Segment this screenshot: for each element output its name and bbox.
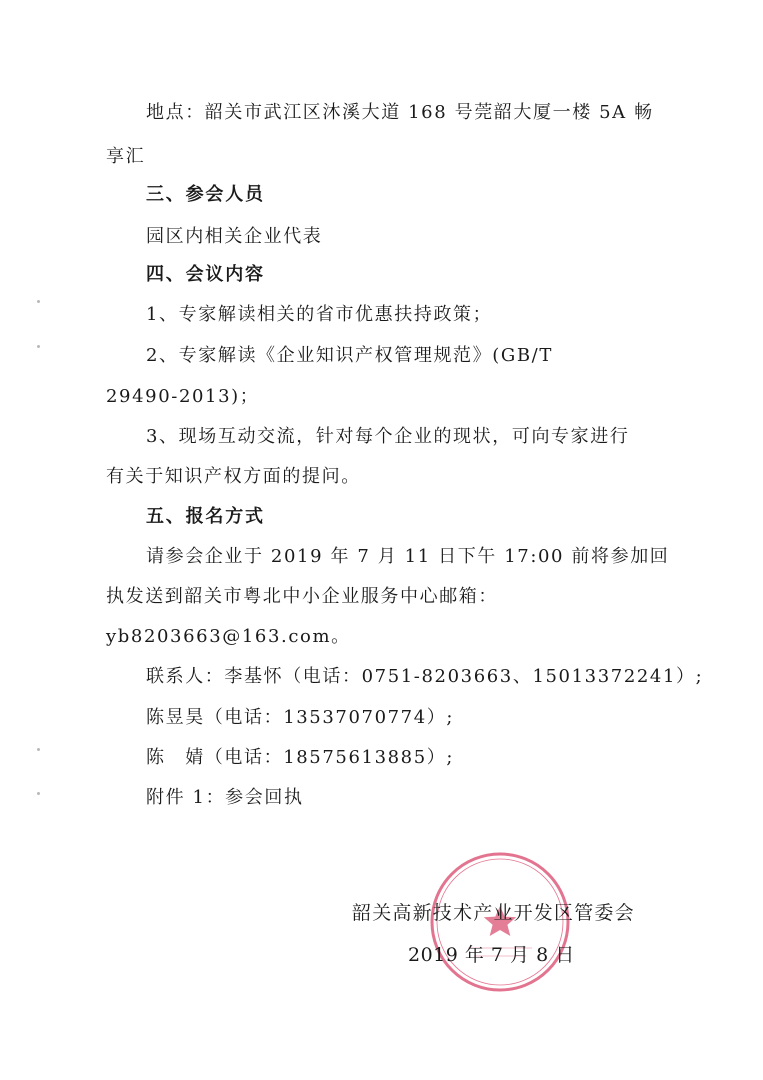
scan-dot xyxy=(37,300,40,303)
registration-line-2: 执发送到韶关市粤北中小企业服务中心邮箱： xyxy=(106,586,498,607)
issuer-name: 韶关高新技术产业开发区管委会 xyxy=(352,902,635,924)
contact-person-2: 陈昱昊（电话：13537070774）; xyxy=(146,707,455,728)
agenda-item-2-line-1: 2、专家解读《企业知识产权管理规范》(GB/T xyxy=(146,345,553,366)
issue-date: 2019 年 7 月 8 日 xyxy=(408,944,575,966)
section-5-heading: 五、报名方式 xyxy=(146,506,265,527)
registration-line-1: 请参会企业于 2019 年 7 月 11 日下午 17:00 前将参加回 xyxy=(146,546,670,567)
agenda-item-3-line-1: 3、现场互动交流，针对每个企业的现状，可向专家进行 xyxy=(146,426,630,447)
section-3-body: 园区内相关企业代表 xyxy=(146,226,323,247)
scan-dot xyxy=(37,792,40,795)
location-line-2: 享汇 xyxy=(106,146,146,167)
contact-person-1: 联系人：李基怀（电话：0751-8203663、15013372241）; xyxy=(146,666,704,687)
agenda-item-2-line-2: 29490-2013)； xyxy=(106,386,260,407)
registration-email: yb8203663@163.com。 xyxy=(106,626,351,647)
attachment-note: 附件 1：参会回执 xyxy=(146,787,304,808)
section-4-heading: 四、会议内容 xyxy=(146,264,265,285)
contact-person-3: 陈 婧（电话：18575613885）; xyxy=(146,747,455,768)
scan-dot xyxy=(37,748,40,751)
scan-dot xyxy=(37,345,40,348)
section-3-heading: 三、参会人员 xyxy=(146,184,265,205)
agenda-item-3-line-2: 有关于知识产权方面的提问。 xyxy=(106,466,361,487)
agenda-item-1: 1、专家解读相关的省市优惠扶持政策； xyxy=(146,304,493,325)
location-line-1: 地点：韶关市武江区沐溪大道 168 号莞韶大厦一楼 5A 畅 xyxy=(146,102,654,123)
